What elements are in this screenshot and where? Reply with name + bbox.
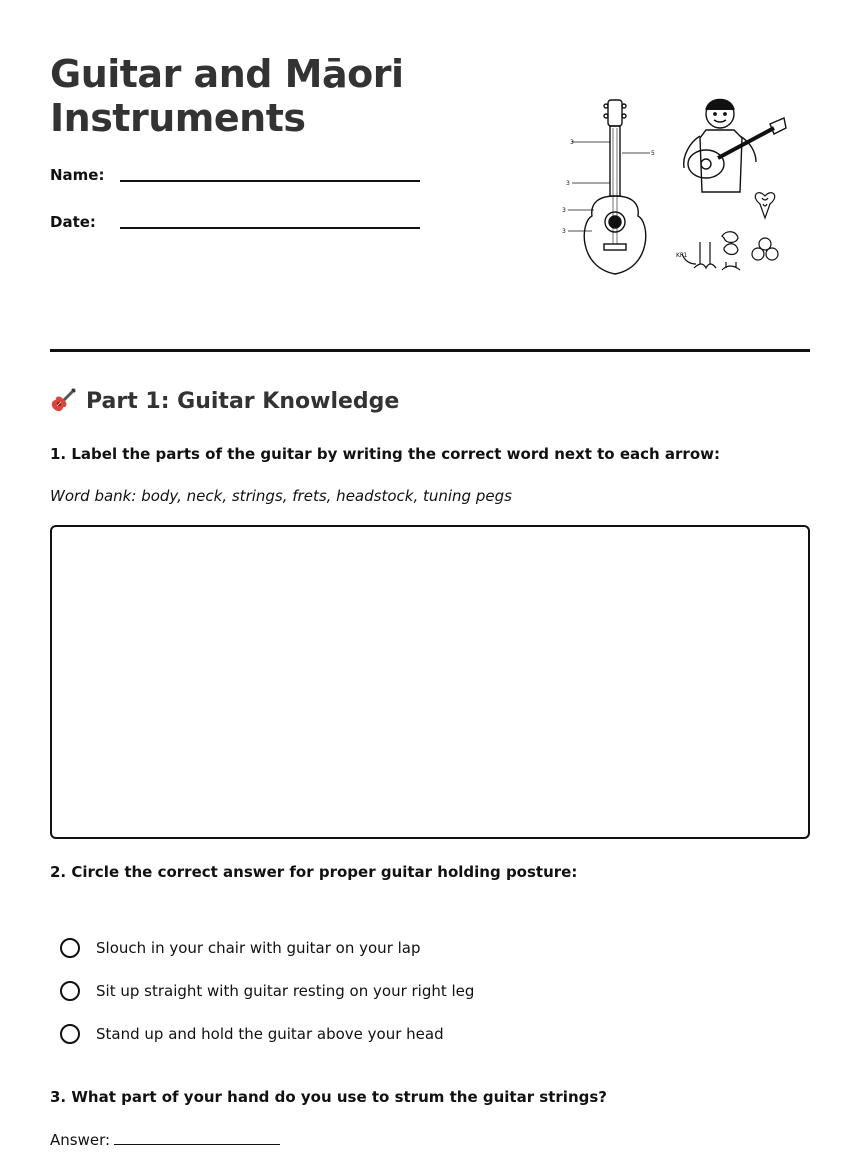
annotation-3: 3 [562,207,566,214]
posture-option[interactable] [60,969,474,1012]
guitar-and-taonga-puoro-illustration [560,92,800,282]
title-line-2: Instruments [50,96,306,140]
guitar-label-box[interactable] [50,525,810,839]
answer-label: Answer: [50,1131,111,1149]
question-1-prompt: 1. Label the parts of the guitar by writing the correct word next to each arrow: [50,445,720,463]
taonga-puoro-drawing [682,193,778,270]
date-input-line[interactable] [120,227,420,229]
radio-circle[interactable] [60,938,80,958]
posture-options [60,926,474,1055]
question-3-prompt: 3. What part of your hand do you use to strum the guitar strings? [50,1088,607,1106]
annotation-5: 5 [651,150,655,157]
word-bank: Word bank: body, neck, strings, frets, headstock, tuning pegs [50,487,512,505]
date-field [50,213,96,231]
radio-circle[interactable] [60,981,80,1001]
guitar-icon [50,388,76,414]
answer-blank-line[interactable] [114,1130,280,1145]
posture-option[interactable] [60,926,474,969]
annotation-6: KP1 [676,252,688,259]
part1-title: Part 1: Guitar Knowledge [86,388,400,414]
question-2-prompt: 2. Circle the correct answer for proper guitar holding posture: [50,863,578,881]
name-label: Name: [50,166,105,184]
date-label: Date: [50,213,96,231]
posture-option[interactable] [60,1012,474,1055]
section-divider [50,349,810,352]
name-field [50,166,104,184]
answer-field [50,1130,280,1149]
page-title [50,52,470,140]
radio-circle[interactable] [60,1024,80,1044]
annotation-2: 3 [566,180,570,187]
boy-with-guitar-drawing [684,100,786,193]
name-input-line[interactable] [120,180,420,182]
option-label: Sit up straight with guitar resting on your right leg [96,981,475,1000]
title-line-1: Guitar and Māori [50,52,404,96]
labelled-guitar-drawing [568,100,650,274]
option-label: Slouch in your chair with guitar on your lap [96,938,421,957]
annotation-4: 3 [562,228,566,235]
annotation-1: 3 [570,139,574,146]
option-label: Stand up and hold the guitar above your head [96,1024,444,1043]
part1-heading [50,388,399,414]
